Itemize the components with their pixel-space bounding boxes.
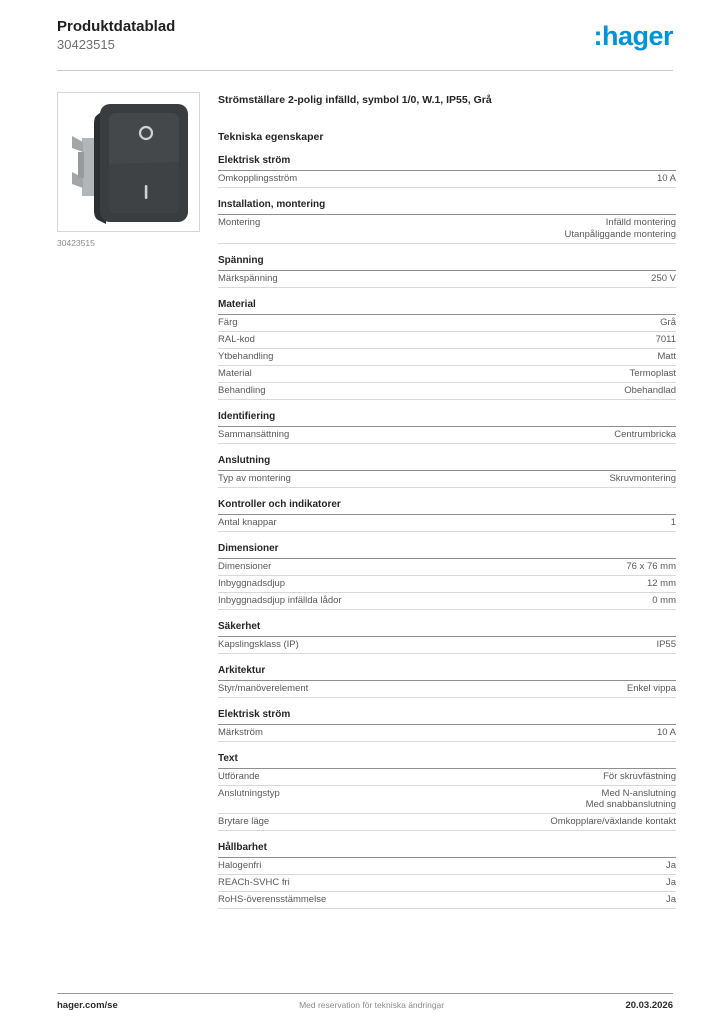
row-value: 0 mm (652, 594, 676, 606)
spec-section (218, 255, 676, 288)
row-value: För skruvfästning (603, 770, 676, 782)
row-label: Behandling (218, 384, 266, 396)
row-value: Centrumbricka (614, 428, 676, 440)
table-row (218, 593, 676, 610)
row-label: Ytbehandling (218, 350, 274, 362)
footer-date: 20.03.2026 (625, 1000, 673, 1011)
row-value: 10 A (656, 173, 676, 184)
table-row (218, 471, 676, 488)
row-label: Märkspänning (218, 272, 278, 284)
row-label: Brytare läge (218, 816, 270, 827)
spec-section (218, 299, 676, 400)
table-row (218, 725, 676, 742)
spec-content (218, 94, 676, 909)
row-label: Dimensioner (218, 560, 272, 572)
header-divider (57, 70, 673, 71)
spec-section (218, 842, 676, 909)
section-title: Anslutning (218, 455, 676, 471)
row-value: Med N-anslutning Med snabbanslutning (585, 787, 676, 810)
product-image (57, 92, 200, 232)
spec-sections (218, 155, 676, 909)
table-row (218, 875, 676, 892)
section-title: Hållbarhet (218, 842, 676, 858)
row-label: Omkopplingsström (218, 173, 298, 184)
row-label: Färg (218, 316, 238, 328)
row-value: Obehandlad (624, 384, 676, 396)
table-row (218, 559, 676, 576)
row-value: Ja (665, 877, 676, 888)
footer-website-link[interactable]: hager.com/se (57, 1000, 118, 1011)
row-value: 76 x 76 mm (626, 560, 676, 572)
row-label: REACh-SVHC fri (218, 877, 290, 888)
table-row (218, 427, 676, 444)
row-value: Matt (657, 350, 676, 362)
footer-disclaimer: Med reservation för tekniska ändringar (299, 1000, 445, 1010)
section-title: Material (218, 299, 676, 315)
row-label: Antal knappar (218, 516, 277, 528)
page-footer (57, 1000, 673, 1011)
row-label: Anslutningstyp (218, 787, 280, 799)
spec-section (218, 499, 676, 532)
row-label: Kapslingsklass (IP) (218, 638, 299, 650)
row-value: Infälld montering Utanpåliggande montering (564, 217, 676, 240)
table-row (218, 786, 676, 815)
row-label: Typ av montering (218, 472, 291, 484)
row-label: Inbyggnadsdjup (218, 577, 286, 589)
table-row (218, 515, 676, 532)
rocker-switch-illustration (66, 100, 191, 225)
spec-section (218, 621, 676, 654)
table-row (218, 383, 676, 400)
spec-section (218, 709, 676, 742)
row-value: Ja (665, 860, 676, 871)
spec-section (218, 199, 676, 244)
row-label: RoHS-överensstämmelse (218, 894, 327, 905)
section-title: Text (218, 753, 676, 769)
table-row (218, 366, 676, 383)
table-row (218, 349, 676, 366)
product-name: Strömställare 2-polig infälld, symbol 1/0, W.1, IP55, Grå (218, 94, 492, 106)
page-header (57, 18, 673, 53)
table-row (218, 769, 676, 786)
row-label: RAL-kod (218, 333, 255, 345)
table-row (218, 315, 676, 332)
row-value: Termoplast (629, 367, 676, 379)
product-image-block (57, 92, 200, 248)
section-title: Säkerhet (218, 621, 676, 637)
row-label: Utförande (218, 770, 260, 782)
row-value: Grå (660, 316, 676, 328)
section-title: Elektrisk ström (218, 155, 676, 171)
row-value: 7011 (655, 333, 676, 345)
spec-section (218, 753, 676, 832)
row-value: Ja (665, 894, 676, 905)
document-title: Produktdatablad (57, 18, 176, 35)
footer-divider (57, 993, 673, 994)
row-value: 10 A (656, 726, 676, 738)
table-row (218, 892, 676, 909)
table-row (218, 271, 676, 288)
section-title: Elektrisk ström (218, 709, 676, 725)
section-title: Kontroller och indikatorer (218, 499, 676, 515)
spec-section (218, 543, 676, 610)
row-label: Inbyggnadsdjup infällda lådor (218, 594, 342, 606)
section-title: Spänning (218, 255, 676, 271)
row-value: 250 V (651, 272, 676, 284)
table-row (218, 681, 676, 698)
row-value: Enkel vippa (626, 682, 676, 694)
row-label: Montering (218, 217, 261, 228)
section-title: Identifiering (218, 411, 676, 427)
section-title: Arkitektur (218, 665, 676, 681)
row-label: Halogenfri (218, 860, 262, 871)
table-row (218, 215, 676, 244)
tech-properties-heading: Tekniska egenskaper (218, 131, 324, 143)
row-label: Märkström (218, 726, 263, 738)
spec-section (218, 411, 676, 444)
row-label: Sammansättning (218, 428, 290, 440)
spec-section (218, 155, 676, 188)
spec-section (218, 455, 676, 488)
table-row (218, 576, 676, 593)
row-value: 12 mm (646, 577, 676, 589)
table-row (218, 637, 676, 654)
hager-logo: :hager (593, 21, 673, 51)
table-row (218, 814, 676, 831)
article-number: 30423515 (57, 37, 115, 52)
table-row (218, 171, 676, 188)
spec-section (218, 665, 676, 698)
section-title: Installation, montering (218, 199, 676, 215)
table-row (218, 858, 676, 875)
section-title: Dimensioner (218, 543, 676, 559)
table-row (218, 332, 676, 349)
row-label: Material (218, 367, 252, 379)
row-value: IP55 (656, 638, 676, 650)
row-value: Omkopplare/växlande kontakt (550, 816, 676, 827)
row-value: 1 (670, 516, 676, 528)
image-caption: 30423515 (57, 238, 95, 248)
row-value: Skruvmontering (609, 472, 676, 484)
row-label: Styr/manöverelement (218, 682, 309, 694)
